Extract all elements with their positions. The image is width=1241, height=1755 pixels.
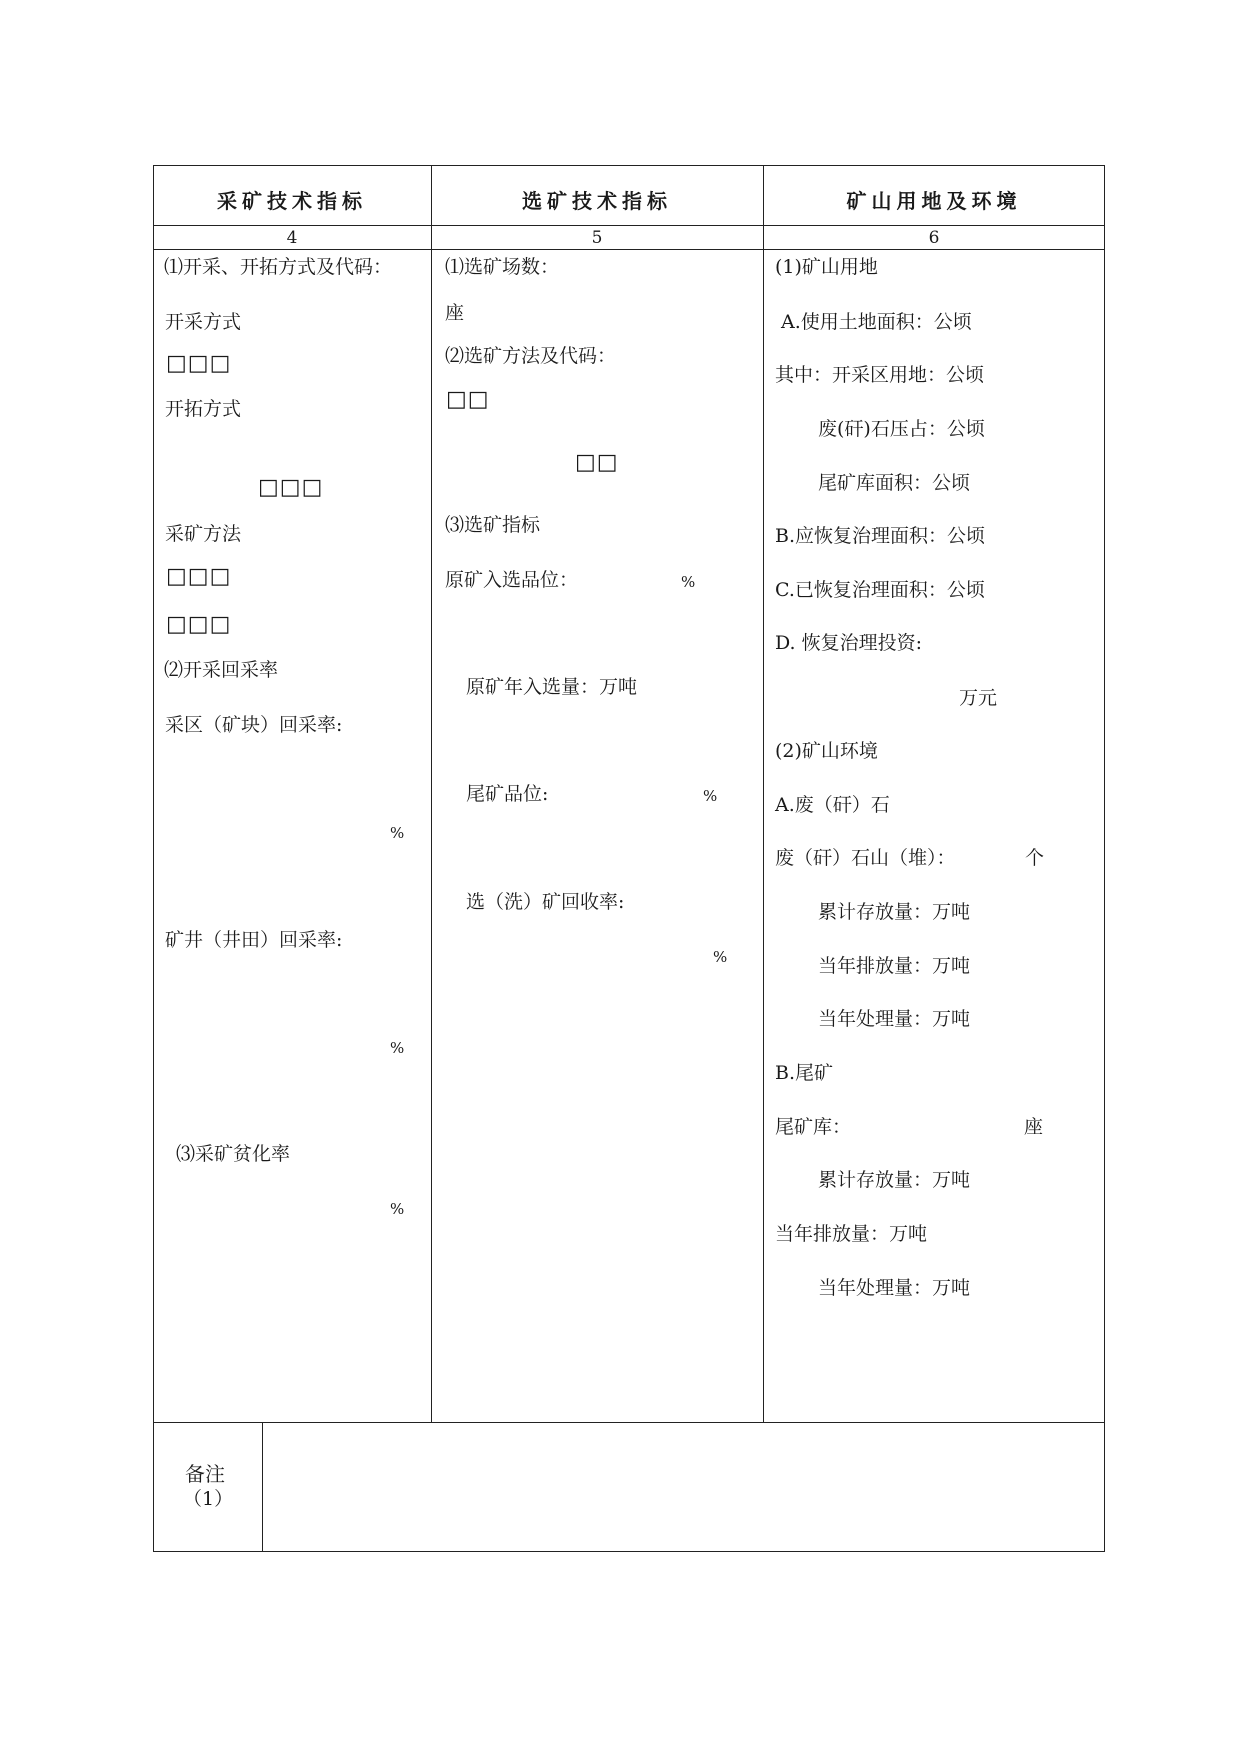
land-d-unit: 万元 — [959, 687, 998, 709]
tailings-treat: 当年处理量：万吨 — [818, 1277, 971, 1299]
method-code-boxes-1[interactable]: □□□ — [166, 564, 232, 589]
remark-label-divider — [262, 1422, 263, 1552]
waste-treat: 当年处理量：万吨 — [818, 1008, 971, 1030]
dressing-item-2: ⑵选矿方法及代码： — [445, 345, 617, 367]
ore-grade-label: 原矿入选品位： — [445, 569, 579, 591]
waste-heap-unit: 个 — [1025, 847, 1045, 869]
dressing-code-boxes-2[interactable]: □□ — [575, 450, 619, 475]
dressing-item-1: ⑴选矿场数： — [445, 256, 560, 278]
mining-item-1: ⑴开采、开拓方式及代码： — [164, 256, 393, 278]
tail-grade-pct: % — [703, 787, 718, 805]
header-mining: 采矿技术指标 — [217, 189, 367, 213]
header-land: 矿山用地及环境 — [846, 189, 1022, 213]
tailings-pond-label: 尾矿库： — [775, 1116, 852, 1138]
land-b: B.应恢复治理面积：公顷 — [775, 525, 986, 547]
col-number-6: 6 — [928, 228, 940, 248]
col-number-5: 5 — [591, 228, 603, 248]
well-recovery-pct: % — [390, 1039, 405, 1057]
waste-heap-label: 废（矸）石山（堆）： — [775, 847, 956, 869]
well-recovery-label: 矿井（井田）回采率: — [165, 929, 343, 951]
waste-a: A.废（矸）石 — [775, 794, 890, 816]
land-c: C.已恢复治理面积：公顷 — [775, 579, 985, 601]
tailings-pond-unit: 座 — [1024, 1116, 1044, 1138]
waste-stock: 累计存放量：万吨 — [818, 901, 971, 923]
dressing-code-boxes-1[interactable]: □□ — [446, 387, 490, 412]
annual-input-label: 原矿年入选量：万吨 — [466, 676, 638, 698]
kaituo-code-boxes[interactable]: □□□ — [258, 475, 324, 500]
land-a3: 尾矿库面积：公顷 — [818, 472, 971, 494]
waste-emit: 当年排放量：万吨 — [818, 955, 971, 977]
remark-sub: （1） — [183, 1488, 234, 1510]
kaicai-code-boxes[interactable]: □□□ — [166, 351, 232, 376]
remark-content-area[interactable] — [264, 1424, 1103, 1550]
mining-kaituo-label: 开拓方式 — [165, 398, 242, 420]
header-divider — [153, 225, 1105, 226]
col-divider-2 — [763, 165, 764, 1422]
mining-item-2: ⑵开采回采率 — [164, 659, 279, 681]
tailings-b: B.尾矿 — [775, 1062, 834, 1084]
dressing-seat-unit: 座 — [445, 302, 465, 324]
mining-kaicai-label: 开采方式 — [165, 311, 242, 333]
land-item-1: (1)矿山用地 — [775, 256, 878, 278]
recovery-pct: % — [713, 948, 728, 966]
dilution-pct: % — [390, 1200, 405, 1218]
dressing-item-3: ⑶选矿指标 — [445, 514, 541, 536]
area-recovery-label: 采区（矿块）回采率: — [165, 714, 343, 736]
number-divider — [153, 249, 1105, 250]
recovery-label: 选（洗）矿回收率: — [466, 891, 625, 913]
land-item-2: (2)矿山环境 — [775, 740, 878, 762]
land-a2: 废(矸)石压占：公顷 — [818, 418, 985, 440]
header-dressing: 选矿技术指标 — [522, 189, 672, 213]
mining-method-label: 采矿方法 — [165, 523, 242, 545]
remark-label: 备注 — [185, 1462, 225, 1486]
land-d: D. 恢复治理投资: — [775, 632, 923, 654]
tailings-stock: 累计存放量：万吨 — [818, 1169, 971, 1191]
land-a: A.使用土地面积：公顷 — [781, 311, 972, 333]
col-number-4: 4 — [286, 228, 298, 248]
ore-grade-pct: % — [681, 573, 696, 591]
remark-divider — [153, 1422, 1105, 1423]
area-recovery-pct: % — [390, 824, 405, 842]
method-code-boxes-2[interactable]: □□□ — [166, 612, 232, 637]
mining-item-3: ⑶采矿贫化率 — [176, 1143, 291, 1165]
land-a1: 其中：开采区用地：公顷 — [775, 364, 985, 386]
col-divider-1 — [431, 165, 432, 1422]
tail-grade-label: 尾矿品位: — [466, 783, 549, 805]
tailings-emit: 当年排放量：万吨 — [775, 1223, 928, 1245]
